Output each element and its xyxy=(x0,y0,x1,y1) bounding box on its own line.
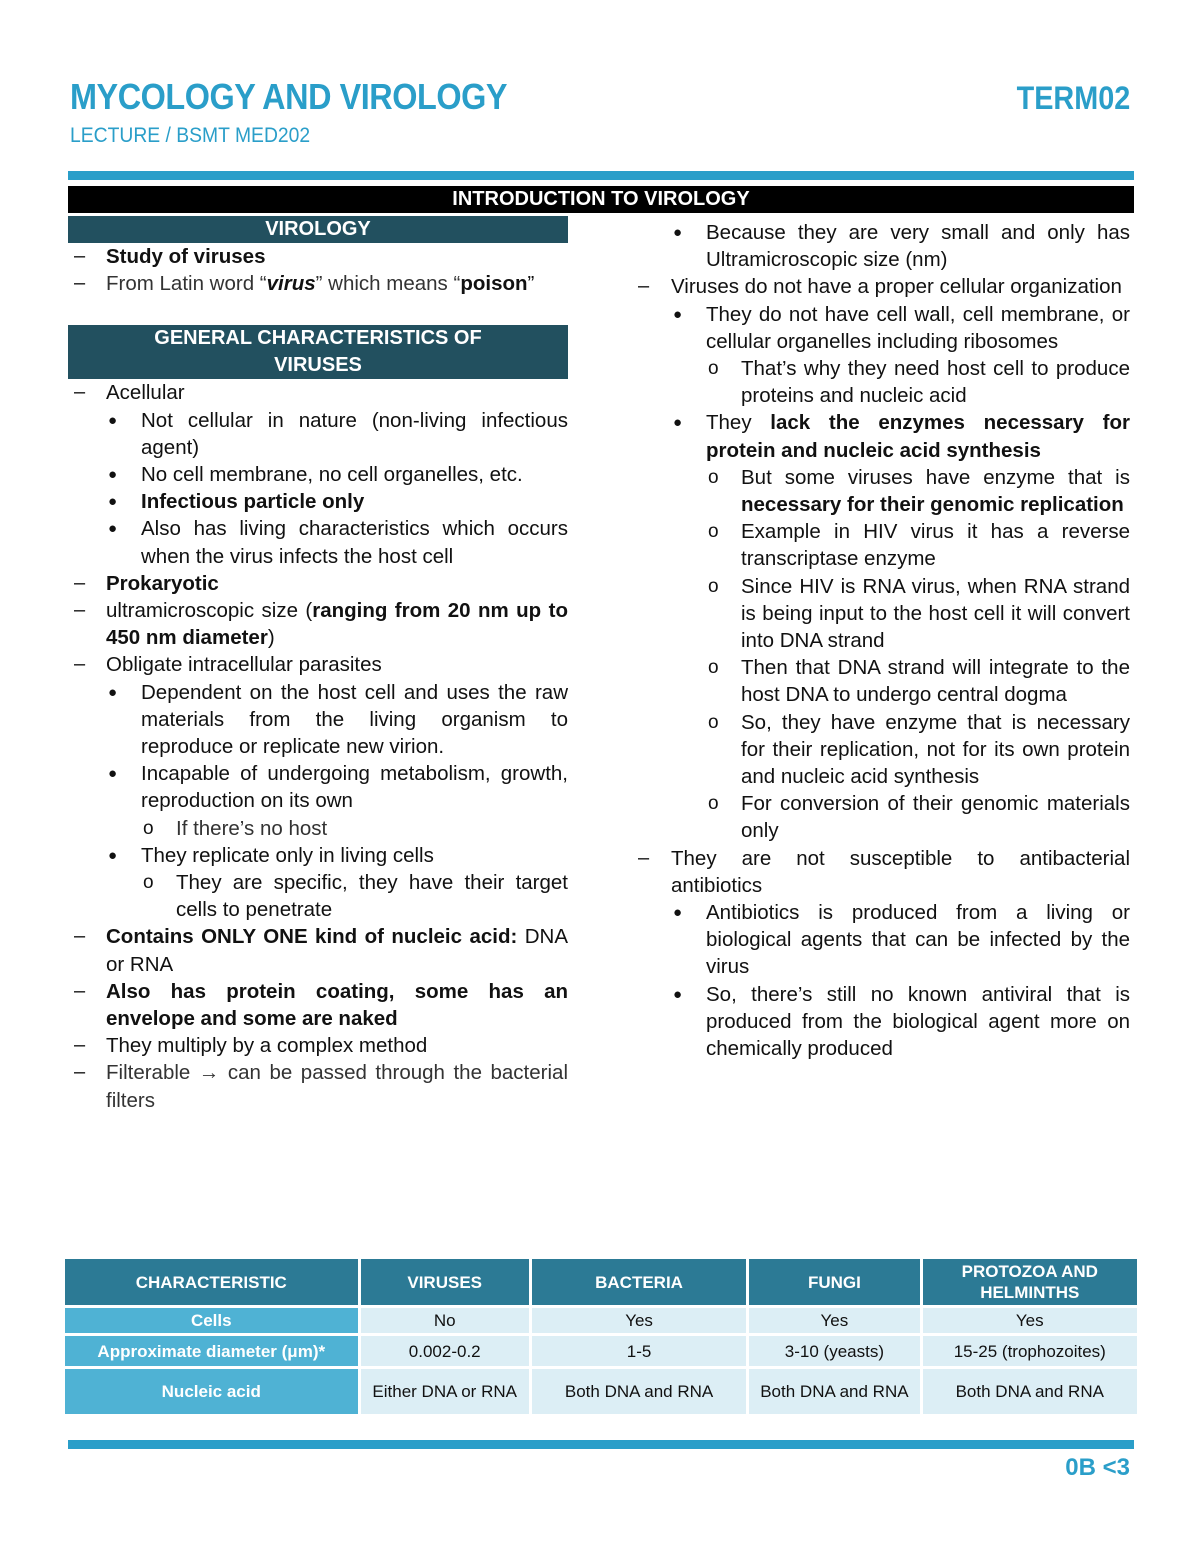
row-label: Nucleic acid xyxy=(65,1369,358,1414)
dash-marker: – xyxy=(74,1061,86,1084)
list-item: – ultramicroscopic size (ranging from 20 nm up to 450 nm diameter) xyxy=(74,599,568,650)
circle-marker: o xyxy=(708,466,719,488)
dash-marker: – xyxy=(74,381,86,404)
list-item: o For conversion of their genomic materials only xyxy=(708,792,1130,843)
list-item: ● Antibiotics is produced from a living or biological agents that can be infected by the virus xyxy=(673,901,1130,979)
bullet-marker: ● xyxy=(673,904,683,922)
list-item: – Prokaryotic xyxy=(68,570,568,597)
intro-heading: INTRODUCTION TO VIROLOGY xyxy=(68,186,1134,213)
list-item: o That’s why they need host cell to produce proteins and nucleic acid xyxy=(708,357,1130,408)
bullet-marker: ● xyxy=(108,846,118,864)
row-label: Approximate diameter (μm)* xyxy=(65,1336,358,1366)
dash-marker: – xyxy=(638,275,650,298)
list-item: – Contains ONLY ONE kind of nucleic acid: DNA or RNA xyxy=(74,925,568,976)
dash-marker: – xyxy=(74,272,86,295)
list-item: ● They do not have cell wall, cell membrane, or cellular organelles including ribosomes xyxy=(673,302,1130,353)
list-item: ● Infectious particle only xyxy=(68,488,568,515)
table-header-cell: PROTOZOA AND HELMINTHS xyxy=(923,1259,1137,1305)
list-item: ● They lack the enzymes necessary for protein and nucleic acid synthesis xyxy=(673,411,1130,462)
circle-marker: o xyxy=(143,817,154,839)
right-column xyxy=(635,219,1130,1062)
bullet-marker: ● xyxy=(673,985,683,1003)
dash-marker: – xyxy=(74,571,86,594)
document-subtitle: LECTURE / BSMT MED202 xyxy=(70,124,311,147)
circle-marker: o xyxy=(143,872,154,894)
table-header-cell: CHARACTERISTIC xyxy=(65,1259,358,1305)
table-cell: Either DNA or RNA xyxy=(361,1369,529,1414)
table-cell: 0.002-0.2 xyxy=(361,1336,529,1366)
row-label: Cells xyxy=(65,1308,358,1333)
bullet-marker: ● xyxy=(108,520,118,538)
table-cell: No xyxy=(361,1308,529,1333)
list-item: o Since HIV is RNA virus, when RNA strand is being input to the host cell it will convert into DNA strand xyxy=(708,574,1130,653)
table-cell: Yes xyxy=(923,1308,1137,1333)
list-item: – Viruses do not have a proper cellular organization xyxy=(635,273,1130,300)
list-item: ● No cell membrane, no cell organelles, etc. xyxy=(68,461,568,488)
list-item: ● Also has living characteristics which occurs when the virus infects the host cell xyxy=(108,517,568,568)
general-characteristics-heading: GENERAL CHARACTERISTICS OF VIRUSES xyxy=(68,325,568,379)
bullet-marker: ● xyxy=(673,414,683,432)
bullet-marker: ● xyxy=(108,466,118,484)
bottom-divider xyxy=(68,1440,1134,1449)
list-item: – Filterable → can be passed through the bacterial filters xyxy=(74,1061,568,1112)
dash-marker: – xyxy=(74,979,86,1002)
list-item: ● Dependent on the host cell and uses the raw materials from the living organism to reproduce or replicate new virion. xyxy=(108,680,568,759)
table-header-cell: VIRUSES xyxy=(361,1259,529,1305)
bullet-marker: ● xyxy=(673,224,683,241)
circle-marker: o xyxy=(708,521,719,543)
bullet-marker: ● xyxy=(673,305,683,323)
list-item: o If there’s no host xyxy=(68,815,568,842)
table-header-row xyxy=(65,1259,1137,1305)
table-cell: 15-25 (trophozoites) xyxy=(923,1336,1137,1366)
list-item: – From Latin word “virus” which means “poison” xyxy=(68,270,568,297)
dash-marker: – xyxy=(74,599,86,622)
list-item: ● Incapable of undergoing metabolism, growth, reproduction on its own xyxy=(108,762,568,813)
bullet-marker: ● xyxy=(108,683,118,701)
bullet-marker: ● xyxy=(108,493,118,511)
term-label: TERM02 xyxy=(1016,80,1130,116)
circle-marker: o xyxy=(708,793,719,815)
bullet-marker: ● xyxy=(108,411,118,429)
table-header-cell: BACTERIA xyxy=(532,1259,746,1305)
footer-signature: 0B <3 xyxy=(1065,1454,1130,1481)
list-item: – They multiply by a complex method xyxy=(68,1032,568,1059)
circle-marker: o xyxy=(708,358,719,380)
dash-marker: – xyxy=(74,245,86,267)
table-cell: Yes xyxy=(532,1308,746,1333)
table-row xyxy=(65,1336,1137,1366)
document-title: MYCOLOGY AND VIROLOGY xyxy=(70,76,507,117)
table-cell: 1-5 xyxy=(532,1336,746,1366)
circle-marker: o xyxy=(708,575,719,597)
left-column xyxy=(68,216,568,1114)
dash-marker: – xyxy=(74,1034,86,1057)
list-item: o They are specific, they have their target cells to penetrate xyxy=(143,871,568,922)
list-item: o So, they have enzyme that is necessary for their replication, not for its own protein and nucleic acid synthesis xyxy=(708,710,1130,789)
list-item: – Acellular xyxy=(68,379,568,406)
table-row xyxy=(65,1369,1137,1414)
list-item: ● They replicate only in living cells xyxy=(68,842,568,869)
table-header-cell: FUNGI xyxy=(749,1259,919,1305)
list-item: ● So, there’s still no known antiviral that is produced from the biological agent more on chemically produced xyxy=(673,982,1130,1061)
dash-marker: – xyxy=(638,846,650,869)
list-item: – Also has protein coating, some has an envelope and some are naked xyxy=(74,979,568,1031)
list-item: o Example in HIV virus it has a reverse transcriptase enzyme xyxy=(708,520,1130,571)
list-item: – Obligate intracellular parasites xyxy=(68,651,568,678)
list-item: o Then that DNA strand will integrate to the host DNA to undergo central dogma xyxy=(708,656,1130,707)
table-row xyxy=(65,1308,1137,1333)
comparison-table xyxy=(62,1256,1140,1417)
list-item: o But some viruses have enzyme that is necessary for their genomic replication xyxy=(708,465,1130,517)
circle-marker: o xyxy=(708,711,719,733)
list-item: ● Because they are very small and only has Ultramicroscopic size (nm) xyxy=(673,221,1130,272)
top-divider xyxy=(68,171,1134,180)
table-cell: Both DNA and RNA xyxy=(532,1369,746,1414)
table-cell: 3-10 (yeasts) xyxy=(749,1336,919,1366)
list-item: – They are not susceptible to antibacterial antibiotics xyxy=(638,846,1130,897)
dash-marker: – xyxy=(74,653,86,676)
table-cell: Yes xyxy=(749,1308,919,1333)
table-cell: Both DNA and RNA xyxy=(749,1369,919,1414)
virology-heading: VIROLOGY xyxy=(68,216,568,243)
bullet-marker: ● xyxy=(108,765,118,783)
dash-marker: – xyxy=(74,925,86,948)
list-item: – Study of viruses xyxy=(68,243,568,270)
table-cell: Both DNA and RNA xyxy=(923,1369,1137,1414)
circle-marker: o xyxy=(708,657,719,679)
list-item: ● Not cellular in nature (non-living infectious agent) xyxy=(108,408,568,459)
